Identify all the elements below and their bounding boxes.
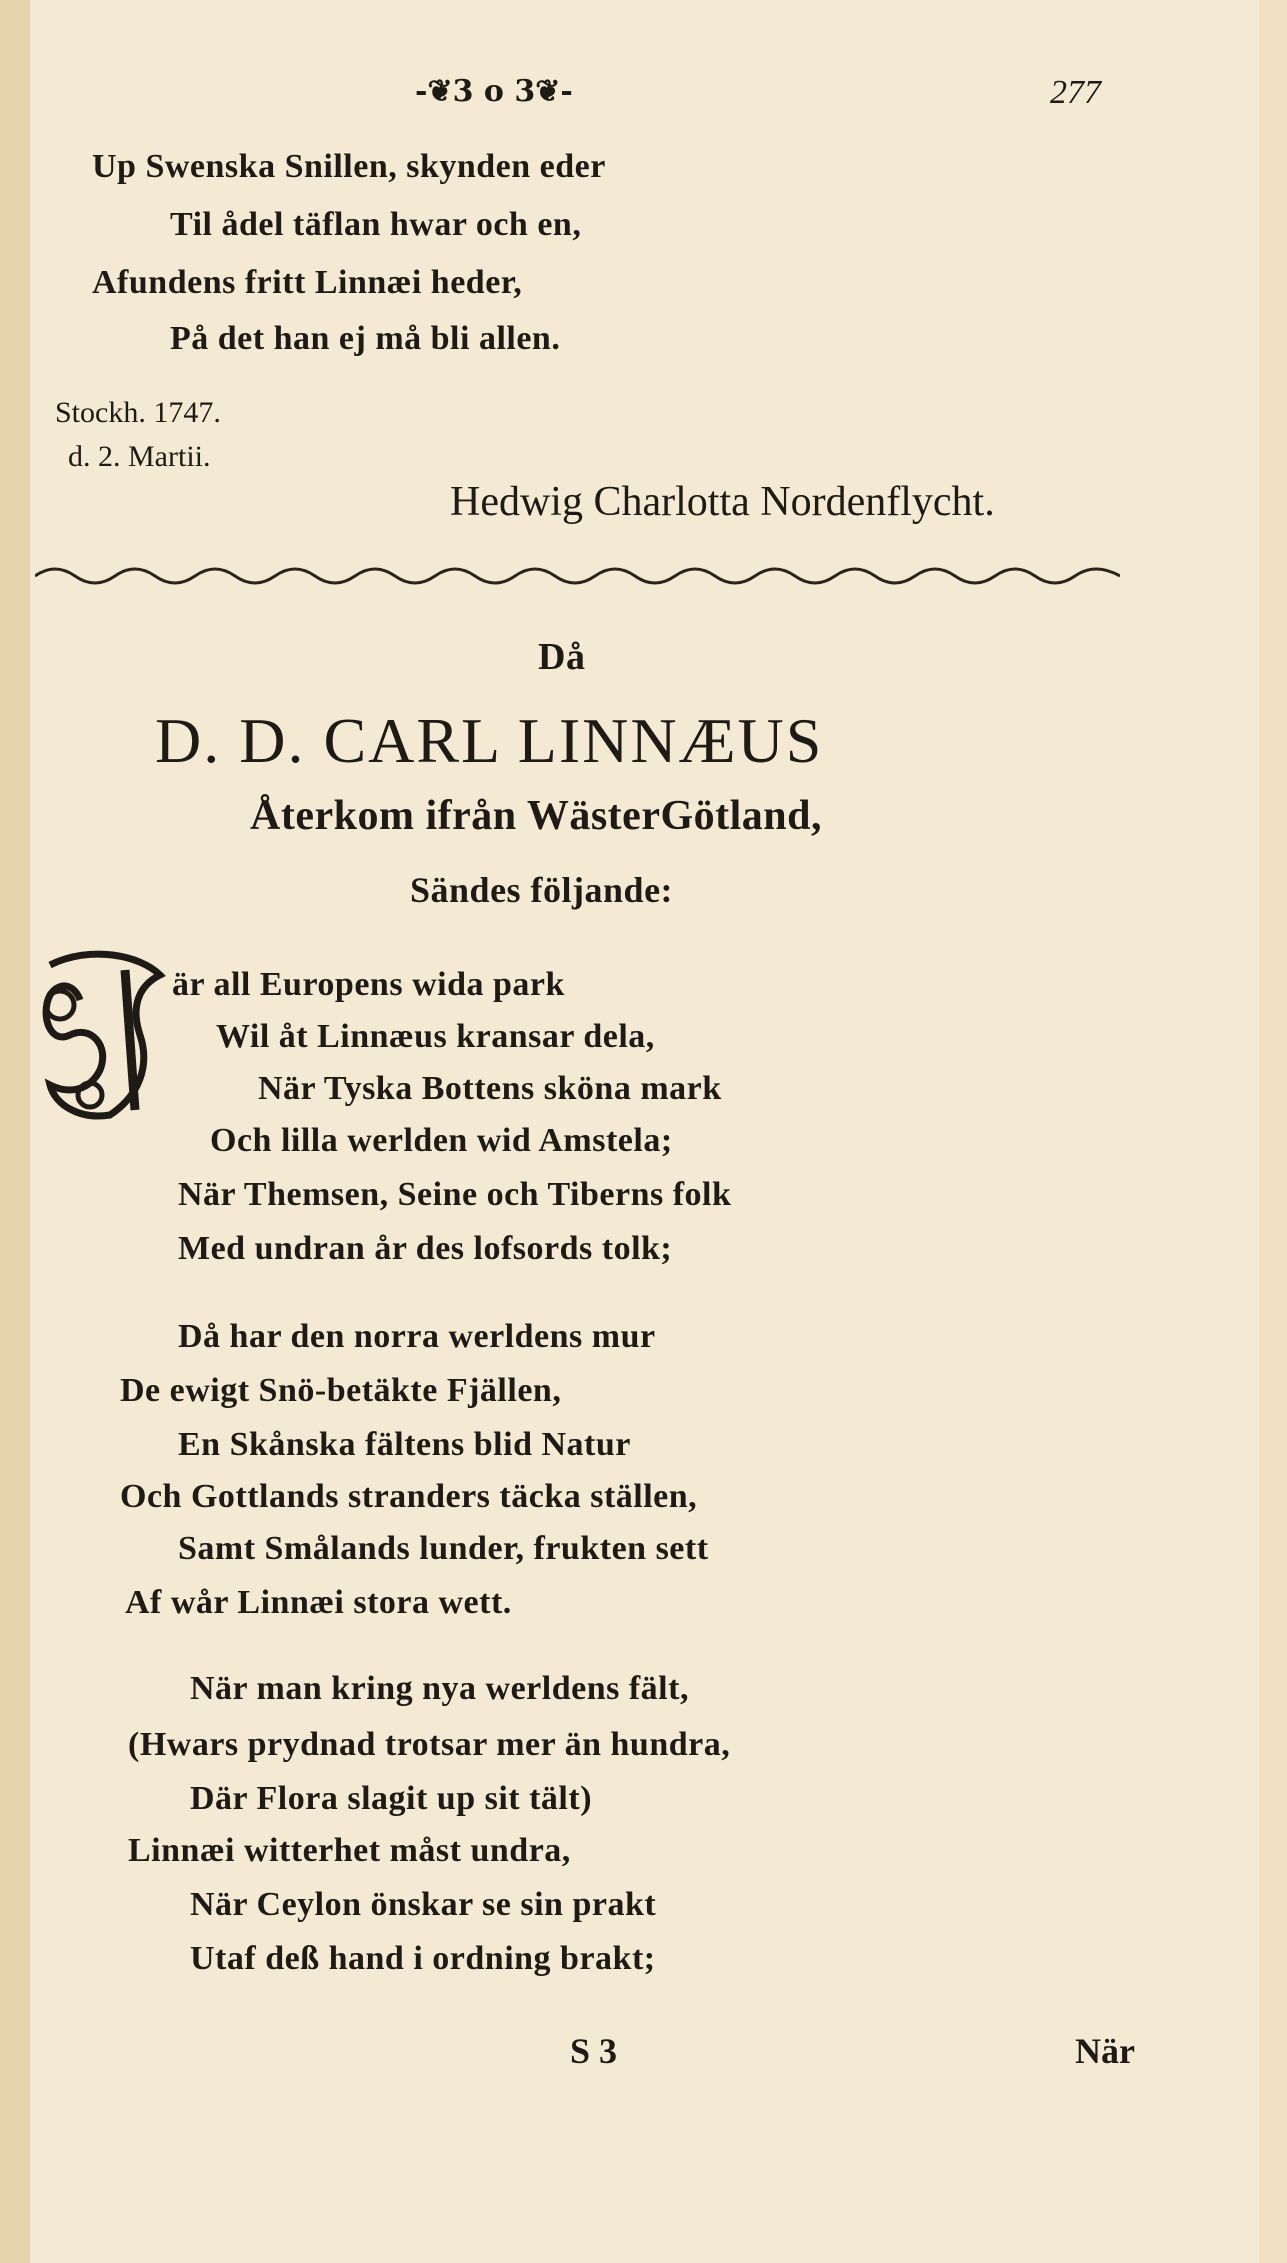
heading-line: Återkom ifrån WästerGötland,: [250, 793, 822, 839]
page-number: 277: [1050, 74, 1101, 111]
verse-line: Då har den norra werldens mur: [178, 1318, 656, 1355]
heading-line: Sändes följande:: [410, 870, 674, 910]
verse-line: (Hwars prydnad trotsar mer än hundra,: [128, 1726, 731, 1763]
verse-line: Samt Smålands lunder, frukten sett: [178, 1530, 709, 1567]
verse-line: Til ådel täflan hwar och en,: [170, 206, 582, 243]
verse-line: Up Swenska Snillen, skynden eder: [92, 148, 606, 185]
verse-line: När Themsen, Seine och Tiberns folk: [178, 1176, 732, 1213]
verse-line: När man kring nya werldens fält,: [190, 1670, 689, 1707]
verse-line: Utaf deß hand i ordning brakt;: [190, 1940, 656, 1977]
verse-line: Där Flora slagit up sit tält): [190, 1780, 593, 1817]
verse-line: Och Gottlands stranders täcka ställen,: [120, 1478, 698, 1515]
verse-line: När Ceylon önskar se sin prakt: [190, 1886, 657, 1923]
verse-line: är all Europens wida park: [172, 966, 565, 1003]
poem-title: D. D. CARL LINNÆUS: [155, 705, 824, 776]
verse-line: På det han ej må bli allen.: [170, 320, 561, 357]
verse-line: Afundens fritt Linnæi heder,: [92, 264, 523, 301]
header-ornament: -❦3 o 3❦-: [415, 74, 573, 109]
verse-line: De ewigt Snö-betäkte Fjällen,: [120, 1372, 562, 1409]
author-signature: Hedwig Charlotta Nordenflycht.: [450, 479, 995, 525]
wavy-divider: [35, 558, 1120, 588]
dateline-place: Stockh. 1747.: [55, 396, 221, 429]
verse-line: När Tyska Bottens sköna mark: [258, 1070, 722, 1107]
verse-line: Linnæi witterhet måst undra,: [128, 1832, 571, 1869]
catchword: När: [1075, 2031, 1135, 2071]
verse-line: Med undran år des lofsords tolk;: [178, 1230, 673, 1267]
verse-line: Af wår Linnæi stora wett.: [125, 1584, 512, 1621]
verse-line: En Skånska fältens blid Natur: [178, 1426, 631, 1463]
dateline-day: d. 2. Martii.: [68, 440, 211, 473]
verse-line: Wil åt Linnæus kransar dela,: [216, 1018, 655, 1055]
heading-prefix: Då: [538, 636, 586, 678]
drop-cap-initial: [30, 945, 180, 1125]
verse-line: Och lilla werlden wid Amstela;: [210, 1122, 673, 1159]
signature-mark: S 3: [570, 2031, 618, 2071]
